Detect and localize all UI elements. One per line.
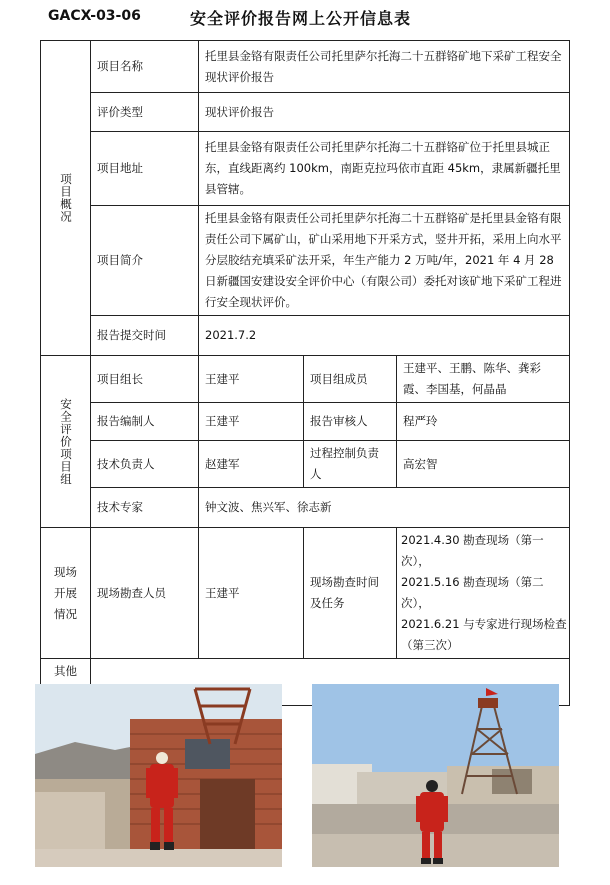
value-project-name: 托里县金铬有限责任公司托里萨尔托海二十五群铬矿地下采矿工程安全现状评价报告 xyxy=(199,41,570,93)
value-submit-time: 2021.7.2 xyxy=(199,316,570,356)
label-process-lead: 过程控制负责人 xyxy=(304,441,397,488)
table-row xyxy=(41,403,570,441)
group-label-site xyxy=(41,528,91,659)
value-intro: 托里县金铬有限责任公司托里萨尔托海二十五群铬矿是托里县金铬有限责任公司下属矿山，矿山采用地下开采方式，竖井开拓，采用上向水平分层胶结充填采矿法开采，年生产能力 2 万吨/年，2021 年 4 月 28 日新疆国安建设安全评价中心（有限公司）委托对该矿地下采矿工程进行安全现状评价。 xyxy=(199,206,570,316)
label-reviewer: 报告审核人 xyxy=(304,403,397,441)
label-survey-staff: 现场勘查人员 xyxy=(91,528,199,659)
label-intro: 项目简介 xyxy=(91,206,199,316)
label-submit-time: 报告提交时间 xyxy=(91,316,199,356)
table-row xyxy=(41,488,570,528)
site-photo-left-image xyxy=(35,684,282,867)
value-survey-staff: 王建平 xyxy=(199,528,304,659)
table-row xyxy=(41,441,570,488)
info-table xyxy=(40,40,570,706)
document-code: GACX-03-06 xyxy=(48,8,141,24)
group-label-overview: 项目概况 xyxy=(41,41,91,356)
value-survey-time xyxy=(397,528,570,659)
table-row xyxy=(41,316,570,356)
site-photo-right xyxy=(312,684,559,867)
survey-time-line: 2021.6.21 与专家进行现场检查（第三次） xyxy=(401,617,567,652)
value-experts: 钟文波、焦兴军、徐志新 xyxy=(199,488,570,528)
value-address: 托里县金铬有限责任公司托里萨尔托海二十五群铬矿位于托里县城正东，直线距离约 100km，南距克拉玛依市直距 45km，隶属新疆托里县管辖。 xyxy=(199,132,570,206)
label-leader: 项目组长 xyxy=(91,356,199,403)
group-label-site-line: 开展 xyxy=(54,585,77,600)
table-row xyxy=(41,132,570,206)
group-label-team: 安全评价项目组 xyxy=(41,356,91,528)
label-address: 项目地址 xyxy=(91,132,199,206)
table-row xyxy=(41,528,570,659)
value-compiler: 王建平 xyxy=(199,403,304,441)
label-tech-lead: 技术负责人 xyxy=(91,441,199,488)
survey-time-line: 2021.5.16 勘查现场（第二次）， xyxy=(401,575,544,610)
label-survey-time: 现场勘查时间及任务 xyxy=(304,528,397,659)
value-members: 王建平、王鹏、陈华、龚彩霞、李国基，何晶晶 xyxy=(397,356,570,403)
group-label-site-line: 现场 xyxy=(54,564,77,579)
label-eval-type: 评价类型 xyxy=(91,93,199,132)
group-label-site-line: 情况 xyxy=(54,606,77,621)
value-tech-lead: 赵建军 xyxy=(199,441,304,488)
value-eval-type: 现状评价报告 xyxy=(199,93,570,132)
table-row xyxy=(41,206,570,316)
site-photo-left xyxy=(35,684,282,867)
label-compiler: 报告编制人 xyxy=(91,403,199,441)
value-leader: 王建平 xyxy=(199,356,304,403)
page-title: 安全评价报告网上公开信息表 xyxy=(190,9,412,28)
label-experts: 技术专家 xyxy=(91,488,199,528)
table-row xyxy=(41,93,570,132)
label-project-name: 项目名称 xyxy=(91,41,199,93)
value-reviewer: 程严玲 xyxy=(397,403,570,441)
value-process-lead: 高宏智 xyxy=(397,441,570,488)
survey-time-line: 2021.4.30 勘查现场（第一次）， xyxy=(401,533,544,568)
label-other-line: 其他 xyxy=(54,664,77,678)
table-row xyxy=(41,41,570,93)
label-members: 项目组成员 xyxy=(304,356,397,403)
table-row xyxy=(41,356,570,403)
site-photo-right-image xyxy=(312,684,559,867)
